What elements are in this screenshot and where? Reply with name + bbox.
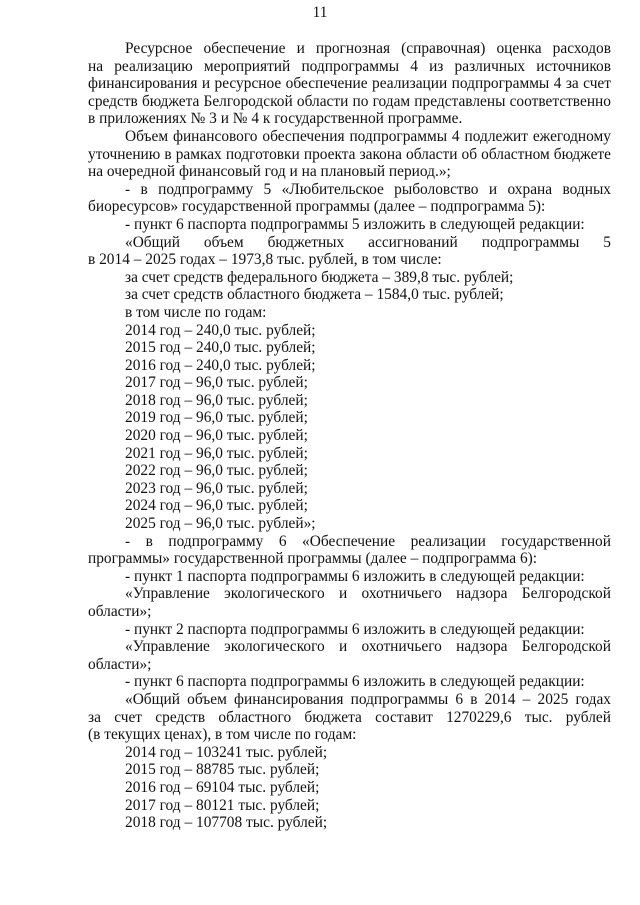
text-line: 2021 год – 96,0 тыс. рублей; <box>125 444 308 462</box>
text-line: в приложениях № 3 и № 4 к государственной программе. <box>88 110 463 128</box>
text-line: за счет средств федерального бюджета – 389,8 тыс. рублей; <box>125 268 514 286</box>
text-line: в том числе по годам: <box>125 303 267 321</box>
text-line: 2014 год – 240,0 тыс. рублей; <box>125 321 316 339</box>
text-line: 2018 год – 107708 тыс. рублей; <box>125 814 328 832</box>
document-body <box>88 40 611 832</box>
text-line: 2024 год – 96,0 тыс. рублей; <box>125 497 308 515</box>
text-line: 2022 год – 96,0 тыс. рублей; <box>125 462 308 480</box>
text-line: «Управление экологического и охотничьего надзора Белгородской <box>125 638 611 656</box>
text-line: «Общий объем финансирования подпрограммы 6 в 2014 – 2025 годах <box>125 690 611 708</box>
text-line: 2018 год – 96,0 тыс. рублей; <box>125 391 308 409</box>
text-line: области»; <box>88 603 152 620</box>
text-line: 2016 год – 69104 тыс. рублей; <box>125 778 320 796</box>
text-line: 2015 год – 88785 тыс. рублей; <box>125 761 320 779</box>
text-line: биоресурсов» государственной программы (далее – подпрограмма 5): <box>88 198 546 216</box>
text-line: 2016 год – 240,0 тыс. рублей; <box>125 356 316 374</box>
text-line: «Общий объем бюджетных ассигнований подпрограммы 5 <box>125 233 611 251</box>
text-line: в 2014 – 2025 годах – 1973,8 тыс. рублей, в том числе: <box>88 251 442 269</box>
text-line: - пункт 1 паспорта подпрограммы 6 изложить в следующей редакции: <box>125 567 585 585</box>
text-line: 2017 год – 96,0 тыс. рублей; <box>125 374 308 392</box>
text-line: - пункт 6 паспорта подпрограммы 5 изложить в следующей редакции: <box>125 215 585 233</box>
text-line: на очередной финансовый год и на плановый период.»; <box>88 163 451 181</box>
text-line: - пункт 2 паспорта подпрограммы 6 изложить в следующей редакции: <box>125 620 585 638</box>
text-line: на реализацию мероприятий подпрограммы 4 из различных источников <box>88 57 611 75</box>
text-line: средств бюджета Белгородской области по годам представлены соответственно <box>88 92 611 110</box>
text-line: 2015 год – 240,0 тыс. рублей; <box>125 339 316 357</box>
text-line: 2025 год – 96,0 тыс. рублей»; <box>125 515 316 533</box>
text-line: (в текущих ценах), в том числе по годам: <box>88 726 357 744</box>
text-line: - в подпрограмму 6 «Обеспечение реализации государственной <box>125 532 611 550</box>
text-line: области»; <box>88 655 152 673</box>
text-line: «Управление экологического и охотничьего надзора Белгородской <box>125 585 611 603</box>
text-line: финансирования и ресурсное обеспечение реализации подпрограммы 4 за счет <box>88 75 611 93</box>
text-line: 2017 год – 80121 тыс. рублей; <box>125 796 320 814</box>
text-line: - пункт 6 паспорта подпрограммы 6 изложить в следующей редакции: <box>125 673 585 691</box>
text-line: 2019 год – 96,0 тыс. рублей; <box>125 409 308 427</box>
text-line: Ресурсное обеспечение и прогнозная (справочная) оценка расходов <box>125 40 611 57</box>
text-line: Объем финансового обеспечения подпрограммы 4 подлежит ежегодному <box>125 127 611 145</box>
text-line: - в подпрограмму 5 «Любительское рыболовство и охрана водных <box>125 180 611 198</box>
page-number: 11 <box>312 4 328 21</box>
text-line: программы» государственной программы (далее – подпрограмма 6): <box>88 550 538 568</box>
text-line: 2020 год – 96,0 тыс. рублей; <box>125 427 308 445</box>
text-line: за счет средств областного бюджета – 1584,0 тыс. рублей; <box>125 286 504 304</box>
text-line: за счет средств областного бюджета составит 1270229,6 тыс. рублей <box>88 708 611 726</box>
text-line: 2023 год – 96,0 тыс. рублей; <box>125 479 308 497</box>
text-line: уточнению в рамках подготовки проекта закона области об областном бюджете <box>88 145 611 163</box>
text-line: 2014 год – 103241 тыс. рублей; <box>125 743 328 761</box>
